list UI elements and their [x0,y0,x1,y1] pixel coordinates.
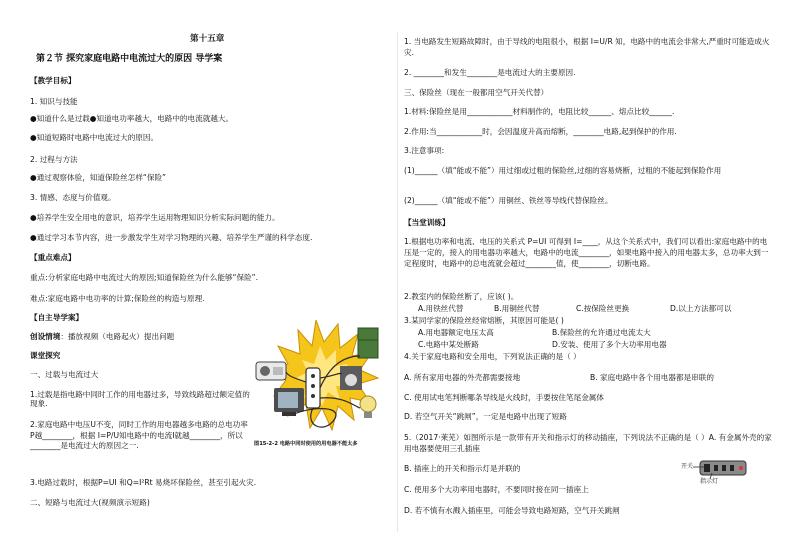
section-1-item-1: 1.过载是指电路中同时工作的用电器过多，导致线路超过额定值的现象. [30,390,250,409]
goal-1: 1. 知识与技能 [30,97,78,106]
lamp-icon [360,396,376,418]
fuse-material: 1.材料:保险丝是用____________材料制作的，电阻比较______、熔点比较______. [404,107,675,116]
power-strip-icon [306,368,320,408]
main-cause-fill: 2. ________和发生________是电流过大的主要原因. [404,68,576,77]
goal-2: 2. 过程与方法 [30,155,78,164]
goal-1a: ●知道什么是过载●知道电功率越大，电路中的电流就越大。 [30,114,234,123]
fuse-note-2: (2)______（填“能或不能”）用铜丝、铁丝等导线代替保险丝。 [404,196,613,205]
section-title: 第２节 探究家庭电路中电流过大的原因 导学案 [36,54,223,64]
section-1-title: 一、过载与电流过大 [30,370,99,379]
goal-1b: ●知道短路时电路中电流过大的原因。 [30,133,159,142]
question-5-option-b: B. 插座上的开关和指示灯是并联的 [404,464,521,473]
fuse-note-1: (1)______（填“能或不能”）用过细或过粗的保险丝,过细的容易烧断，过粗的不能起到保险作用 [404,166,722,175]
scene-label: 创设情境 [30,332,61,341]
question-3-option-c: C.电路中某处断路 [418,340,479,349]
self-study-heading: 【自主导学案】 [30,313,84,322]
fuse-section-title: 三、保险丝（现在一般都用空气开关代替） [404,88,549,97]
chapter-title: 第十五章 [190,34,225,44]
fuse-notes-title: 3.注意事项: [404,146,445,155]
goal-2a: ●通过观察体验，知道保险丝怎样“保险” [30,173,166,182]
training-heading: 【当堂训练】 [404,218,450,227]
question-4-option-a: A. 所有家用电器的外壳都需要接地 [404,373,521,382]
goals-heading: 【教学目标】 [30,76,76,85]
section-1-item-3: 3.电路过载时，根据P=UI 和Q=I²Rt 易烧坏保险丝，甚至引起火灾. [30,478,257,487]
question-3-option-a: A.用电器额定电压太高 [418,328,494,337]
fridge-icon [358,328,378,358]
fuse-function: 2.作用:当____________时，会因温度升高而熔断，________电路,起到保护的作用. [404,127,677,136]
question-2-option-b: B.用铜丝代替 [494,304,540,313]
question-5: 5.（2017·莱芜）如图所示是一款带有开关和指示灯的移动插座，下列说法不正确的是（ ）A. 有金属外壳的家用电器要使用三孔插座 [404,433,772,453]
difficulty: 难点:家庭电路中电功率的计算;保险丝的构造与原理. [30,294,205,303]
column-divider [397,32,398,532]
question-5-option-d: D. 若不慎有水溅入插座里，可能会导致电路短路，空气开关跳闸 [404,506,620,515]
key-heading: 【重点难点】 [30,253,76,262]
question-1: 1.根据电功率和电流、电压的关系式 P=UI 可得到 I=____，从这个关系式中，我们可以看出:家庭电路中的电压是一定的，接入的用电器功率越大，电路中的电流________，如果电路中接入的用电器太多，总功率大到一定程度时，电路中的总电流就会超过________值，使________，切断电路。 [404,237,769,268]
question-3-option-d: D.安装、使用了多个大功率用电器 [552,340,667,349]
goal-3a: ●培养学生安全用电的意识，培养学生运用物理知识分析实际问题的能力。 [30,213,280,222]
key-point: 重点:分析家庭电路中电流过大的原因;知道保险丝为什么能够“保险”. [30,273,259,282]
question-2-option-d: D.以上方法都可以 [670,304,732,313]
section-1-item-2: 2.家庭电路中电压U不变，同时工作的用电器越多电路的总电功率P越________，根据 I=P/U知电路中的电流I就越________，所以________是电流过大的原因之一. [30,420,248,451]
question-4: 4.关于家庭电路和安全用电，下列说法正确的是（ ） [404,352,581,361]
question-4-option-c: C. 使用试电笔判断哪条导线是火线时，手要按住笔尾金属体 [404,393,604,402]
question-4-option-d: D. 若空气开关“跳闸”，一定是电路中出现了短路 [404,412,567,421]
power-socket-illustration [690,459,750,489]
washer-icon [340,366,362,390]
section-2-title: 二、短路与电流过大(视频演示短路) [30,498,150,507]
radio-icon [256,362,286,380]
socket-indicator-label: 指示灯 [700,478,719,485]
question-2: 2.教室内的保险丝断了，应该( )。 [404,292,519,301]
question-2-option-a: A.用铁丝代替 [418,304,464,313]
inquiry-heading: 课堂探究 [30,351,61,360]
question-2-option-c: C.按保险丝更换 [576,304,630,313]
question-3-option-b: B.保险丝的允许通过电流太大 [552,328,651,337]
scene-line [30,332,174,341]
question-3: 3.某同学家的保险丝经常熔断，其原因可能是( ) [404,316,564,325]
goal-3: 3. 情感、态度与价值观。 [30,193,116,202]
short-circuit-note: 1. 当电路发生短路故障时，由于导线的电阻很小，根据 I=U/R 知，电路中的电流会非常大,严重时可能造成火灾. [404,37,770,57]
socket-switch-label: 开关 [681,463,694,470]
question-5-option-c: C. 使用多个大功率用电器时，不要同时接在同一插座上 [404,485,589,494]
question-4-option-b: B. 家庭电路中各个用电器都是串联的 [590,373,714,382]
scene-text: ：播放视频（电路起火）提出问题 [60,332,175,341]
figure-caption: 图15-2-2 电路中同时使用的用电器不能太多 [254,441,358,447]
goal-3b: ●通过学习本节内容，进一步激发学生对学习物理的兴趣、培养学生严谨的科学态度. [30,233,313,242]
overload-illustration [254,316,400,440]
